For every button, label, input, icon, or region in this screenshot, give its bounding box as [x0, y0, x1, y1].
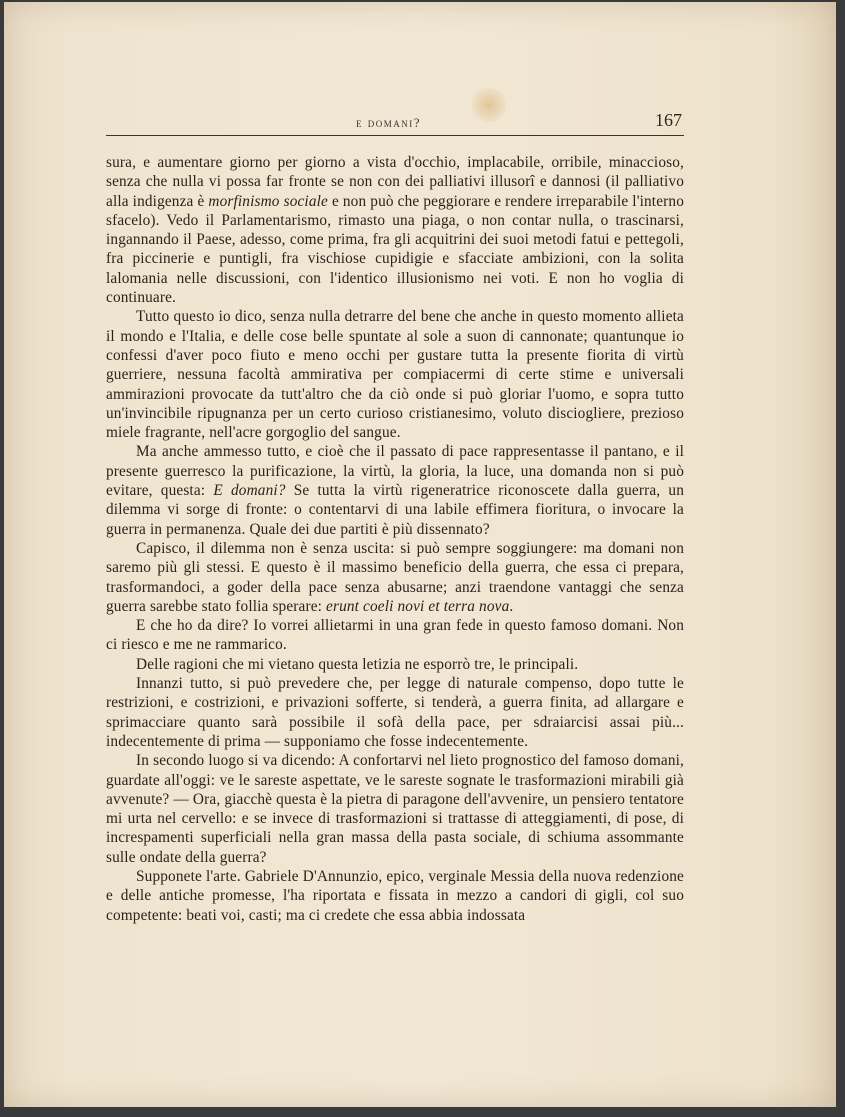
text-run: Innanzi tutto, si può prevedere che, per legge di naturale compenso, dopo tutte le restrizioni, e costrizioni, e privazioni sofferte, si tenderà, a guerra finita, ad allargare e sprimacciare quanto sarà possibile il sofà della pace, per sdraiarcisi assai più... indecentemente di prima — supponiamo che fosse indecentemente.: [106, 675, 684, 750]
text-run: Capisco, il dilemma non è senza uscita: si può sempre soggiungere: ma domani non saremo più gli stessi. E questo è il massimo beneficio della guerra, che essa ci prepara, trasformandoci, a goder della pace senza abusarne; anzi traendone vantaggi che senza guerra sarebbe stato follia sperare:: [106, 539, 684, 615]
paragraph: [106, 655, 684, 674]
italic-run: erunt coeli novi et terra nova: [326, 597, 510, 615]
text-run: e non può che peggiorare e rendere irreparabile l'interno sfacelo). Vedo il Parlamentarismo, rimasto una piaga, o non contar nulla, o trascinarsi, ingannando il Paese, adesso, come prima, fra gli acquitrini dei suoi metodi fatui e pettegoli, fra piccinerie e puntigli, fra vischiose cupidigie e sfacciate ambizioni, con la solita lalomania nelle discussioni, con l'identico illusionismo nei voti. E non ho voglia di continuare.: [106, 192, 684, 307]
body-text: [106, 153, 684, 925]
text-run: Tutto questo io dico, senza nulla detrarre del bene che anche in questo momento allieta il mondo e l'Italia, e delle cose belle spuntate al sole a suon di cannonate; quantunque io confessi d'aver poco fiuto e meno occhi per gustare tutta la presente fiorita di virtù guerriere, nessuna facoltà ammirativa per compiacermi di certe stime e universali ammirazioni provocate da tutt'altro che da ciò onde si può gloriar l'uomo, e sopra tutto un'invincibile ripugnanza per un certo curioso cristianesimo, voluto discioglierе, prezioso miele fragrante, nell'acre gorgoglio del sangue.: [106, 308, 684, 442]
text-run: .: [509, 597, 514, 615]
paragraph: [106, 442, 684, 538]
paragraph: [106, 751, 684, 867]
italic-run: E domani?: [213, 482, 286, 500]
text-run: Se tutta la virtù rigeneratrice riconoscete dalla guerra, un dilemma vi sorge di fronte: o contentarvi di una labile effimera fioritura, o invocare la guerra in permanenza. Quale dei due partiti è più dissennato?: [106, 482, 685, 538]
text-run: Delle ragioni che mi vietano questa letizia ne esporrò tre, le principali.: [136, 655, 579, 673]
header-rule: [106, 135, 684, 136]
paragraph: [106, 539, 684, 616]
text-run: Ma anche ammesso tutto, e cioè che il passato di pace rappresentasse il pantano, e il presente guerresco la purificazione, la virtù, la gloria, la luce, una domanda non si può evitare, questa:: [106, 443, 684, 500]
paragraph: [106, 307, 684, 442]
running-title: e domani?: [356, 115, 422, 130]
paragraph: [106, 867, 684, 925]
text-run: sura, e aumentare giorno per giorno a vista d'occhio, implacabile, orribile, minaccioso, senza che nulla vi possa far fronte se non con dei palliativi illusorî e dannosi (il palliativo alla indigenza è: [106, 154, 684, 210]
italic-run: morfinismo sociale: [208, 192, 328, 210]
paragraph: [106, 616, 684, 655]
text-run: E che ho da dire? Io vorrei allietarmi in una gran fede in questo famoso domani. Non ci riesco e me ne rammarico.: [106, 617, 684, 654]
running-head: [106, 112, 684, 136]
text-run: In secondo luogo si va dicendo: A confortarvi nel lieto prognostico del famoso domani, guardate all'oggi: ve le sareste aspettate, ve le sareste sognate le trasformazioni mirabili già avvenute? — Ora, giacchè questa è la pietra di paragone dell'avvenire, un pensiero tentatore mi urta nel cervello: e se invece di trasformazioni si trattasse di atteggiamenti, di pose, di increspamenti superficiali nella gran massa della pasta sociale, di schiuma assommante sulle ondate della guerra?: [106, 752, 684, 866]
page-number: 167: [655, 110, 682, 130]
paragraph: [106, 674, 684, 751]
text-run: Supponete l'arte. Gabriele D'Annunzio, epico, verginale Messia della nuova redenzione e delle antiche promesse, l'ha riportata e fissata in mezzo a candori di gigli, col suo competente: beati voi, casti; ma ci credete che essa abbia indossata: [106, 867, 684, 924]
paragraph: [106, 153, 684, 307]
